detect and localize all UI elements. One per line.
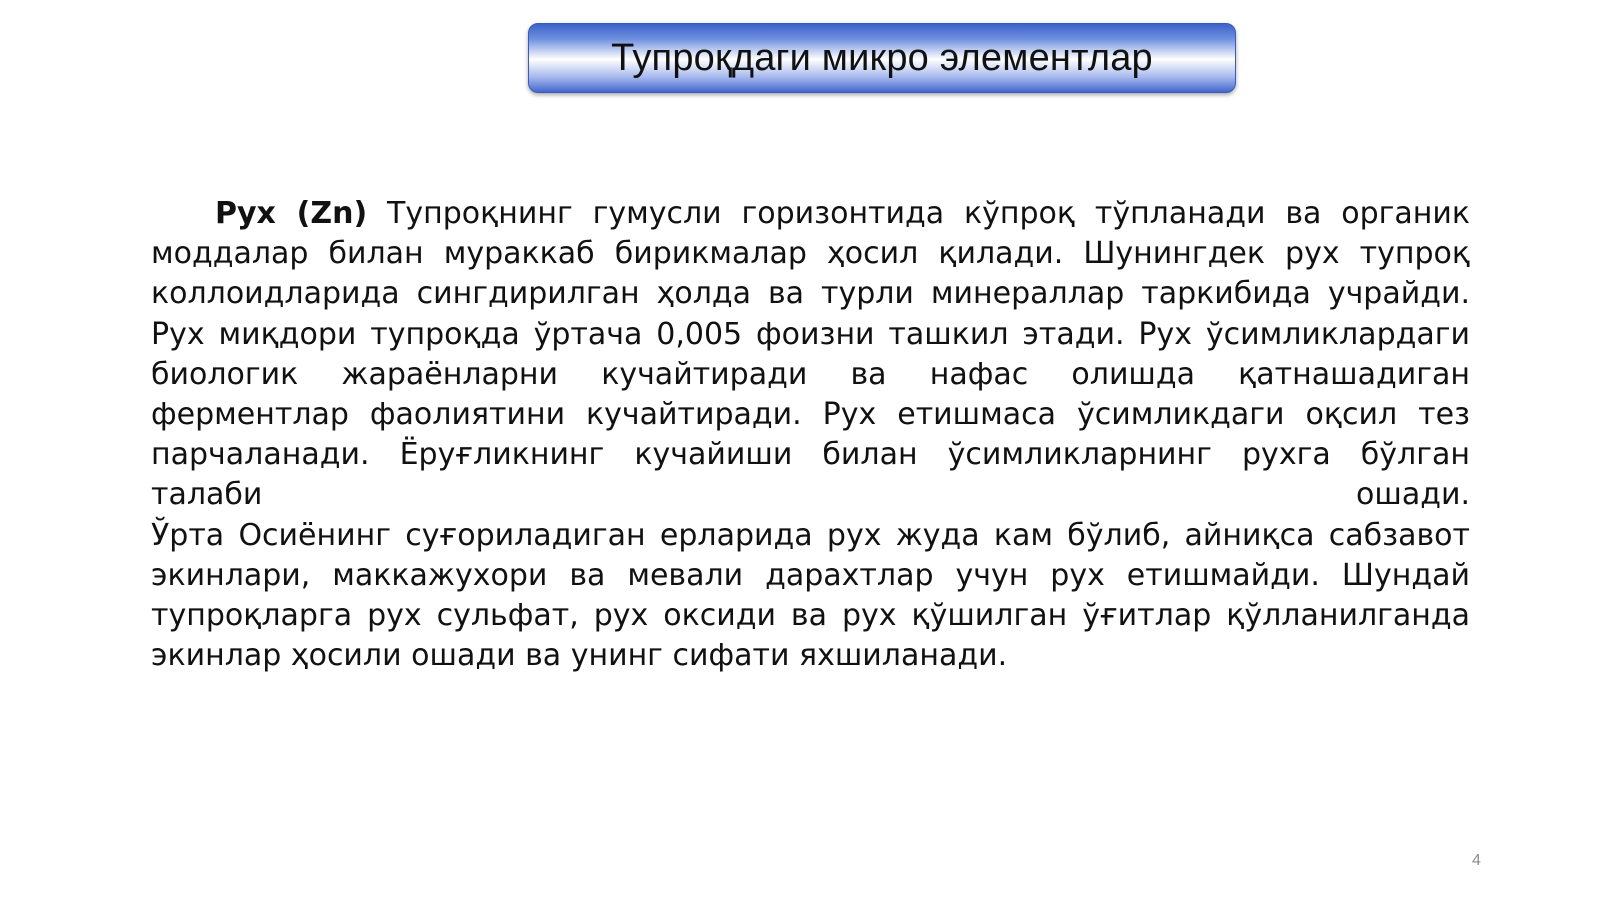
body-line-12: экинлар ҳосили ошади ва унинг сифати яхшиланади. <box>151 638 1008 674</box>
body-line-3: коллоидларида сингдирилган ҳолда ва турли минераллар таркибида учрайди. <box>151 276 1470 312</box>
body-paragraph <box>151 194 1470 676</box>
body-line-1-text: Тупроқнинг гумусли горизонтида кўпроқ тўпланади ва органик <box>367 196 1470 231</box>
body-line-7: парчаланади. Ёруғликнинг кучайиши билан ўсимликларнинг рухга бўлган <box>151 437 1470 473</box>
page-number: 4 <box>1472 852 1481 869</box>
body-line-6: ферментлар фаолиятини кучайтиради. Рух етишмаса ўсимликдаги оқсил тез <box>151 397 1470 433</box>
body-line-8: талаби ошади. <box>151 477 1470 513</box>
body-line-1 <box>151 194 1470 234</box>
slide-title: Тупроқдаги микро элементлар <box>611 36 1153 79</box>
body-line-2: моддалар билан мураккаб бирикмалар ҳосил қилади. Шунингдек рух тупроқ <box>151 236 1470 272</box>
title-banner <box>528 23 1236 93</box>
lead-bold-text: Рух (Zn) <box>215 196 368 231</box>
body-line-10: экинлари, маккажухори ва мевали дарахтлар учун рух етишмайди. Шундай <box>151 557 1470 593</box>
body-line-9: Ўрта Осиёнинг суғориладиган ерларида рух жуда кам бўлиб, айниқса сабзавот <box>151 517 1470 553</box>
body-line-4: Рух миқдори тупроқда ўртача 0,005 фоизни ташкил этади. Рух ўсимликлардаги <box>151 316 1470 352</box>
body-line-11: тупроқларга рух сульфат, рух оксиди ва рух қўшилган ўғитлар қўлланилганда <box>151 598 1470 634</box>
body-line-5: биологик жараёнларни кучайтиради ва нафас олишда қатнашадиган <box>151 356 1470 392</box>
